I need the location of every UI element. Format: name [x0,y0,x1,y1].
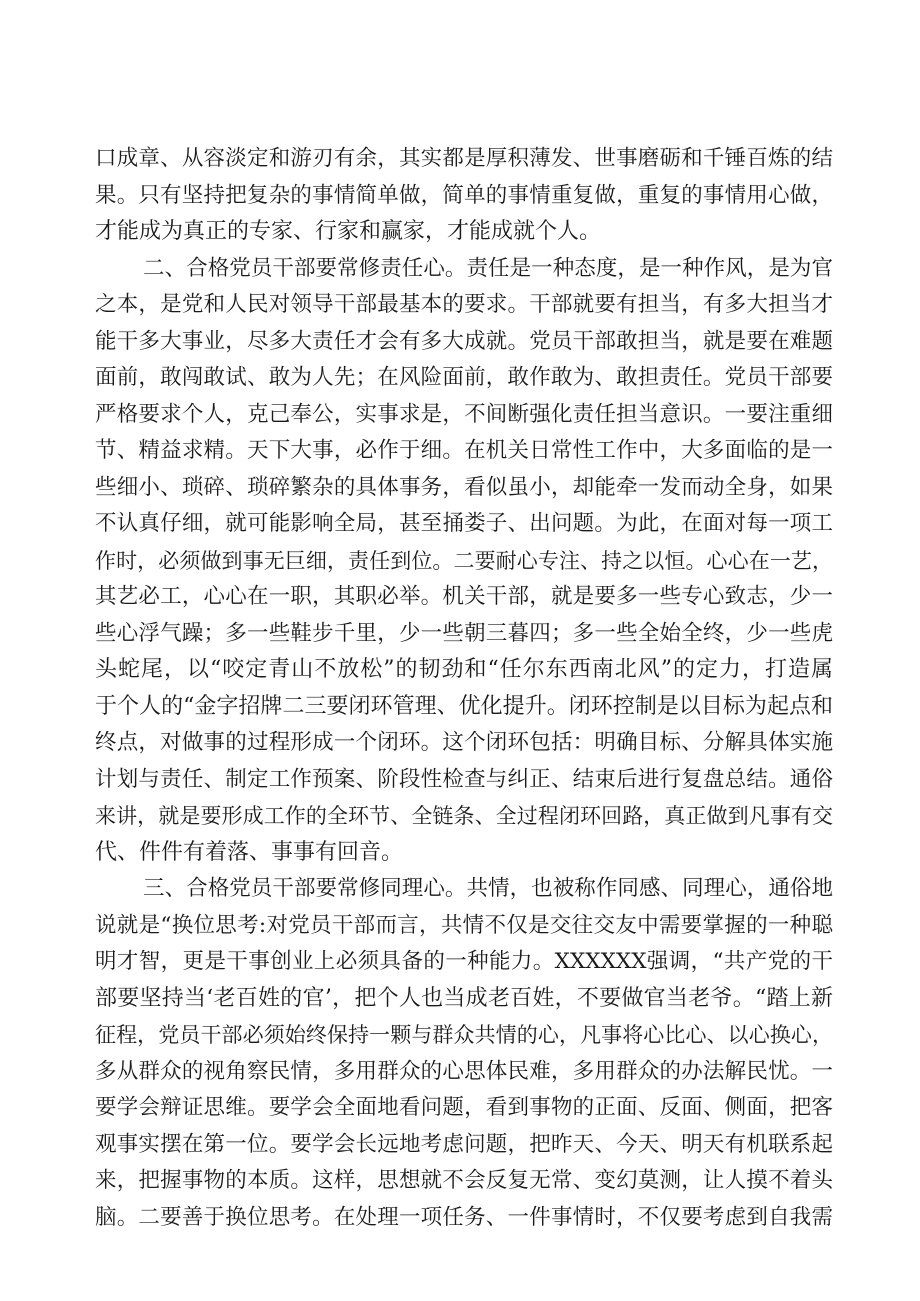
text-line: 才能成为真正的专家、行家和赢家，才能成就个人。 [95,219,602,244]
text-line: 节、精益求精。天下大事，必作于细。在机关日常性工作中，大多面临的是一 [95,438,833,463]
text-line: 能干多大事业，尽多大责任才会有多大成就。党员干部敢担当，就是要在难题 [95,328,833,354]
text-line: 之本，是党和人民对领导干部最基本的要求。干部就要有担当，有多大担当才 [95,292,833,317]
text-line: 要学会辩证思维。要学会全面地看问题，看到事物的正面、反面、侧面，把客 [95,1095,833,1120]
text-line: 说就是“换位思考:对党员干部而言，共情不仅是交往交友中需要掌握的一种聪 [95,912,833,938]
text-line: 多从群众的视角察民情，多用群众的心思体民难，多用群众的办法解民忧。一 [95,1058,833,1084]
paragraph-heading-line: 三、合格党员干部要常修同理心。共情，也被称作同感、同理心，通俗地 [143,876,833,901]
text-line: 作时，必须做到事无巨细，责任到位。二要耐心专注、持之以恒。心心在一艺， [95,548,833,573]
text-line: 些细小、琐碎、琐碎繁杂的具体事务，看似虽小，却能牵一发而动全身，如果 [95,474,833,500]
text-line: 严格要求个人，克己奉公，实事求是，不间断强化责任担当意识。一要注重细 [95,401,833,427]
text-line: 果。只有坚持把复杂的事情简单做，简单的事情重复做，重复的事情用心做， [95,182,833,208]
text-line: 观事实摆在第一位。要学会长远地考虑问题，把昨天、今天、明天有机联系起 [95,1131,833,1157]
paragraph-2-responsibility [95,251,833,872]
text-line: 代、件件有着落、事事有回音。 [95,839,404,865]
text-line: 部要坚持当‘老百姓的官’，把个人也当成老百姓，不要做官当老爷。“踏上新 [95,985,833,1011]
paragraph-3-empathy [95,871,833,1236]
text-line: 不认真仔细，就可能影响全局，甚至捅娄子、出问题。为此，在面对每一项工 [95,511,833,536]
text-line: 终点，对做事的过程形成一个闭环。这个闭环包括：明确目标、分解具体实施 [95,730,833,755]
text-line: 其艺必工，心心在一职，其职必举。机关干部，就是要多一些专心致志，少一 [95,584,833,609]
text-line: 来讲，就是要形成工作的全环节、全链条、全过程闭环回路，真正做到凡事有交 [95,804,833,828]
text-line: 明才智，更是干事创业上必须具备的一种能力。XXXXXX强调，“共产党的干 [95,949,833,974]
text-line: 征程，党员干部必须始终保持一颗与群众共情的心，凡事将心比心、以心换心， [95,1023,833,1047]
document-body [95,141,833,1236]
paragraph-heading-line: 二、合格党员干部要常修责任心。责任是一种态度，是一种作风，是为官 [143,255,833,281]
text-line: 来，把握事物的本质。这样，思想就不会反复无常、变幻莫测，让人摸不着头 [95,1168,833,1193]
text-line: 面前，敢闯敢试、敢为人先；在风险面前，敢作敢为、敢担责任。党员干部要 [95,365,833,390]
text-line: 头蛇尾，以“咬定青山不放松”的韧劲和“任尔东西南北风”的定力，打造属 [95,657,833,682]
text-line: 口成章、从容淡定和游刃有余，其实都是厚积薄发、世事磨砺和千锤百炼的结 [95,146,833,171]
text-line: 计划与责任、制定工作预案、阶段性检查与纠正、结束后进行复盘总结。通俗 [95,766,833,792]
paragraph-1 [95,141,833,251]
text-line: 脑。二要善于换位思考。在处理一项任务、一件事情时，不仅要考虑到自我需 [95,1204,833,1230]
text-line: 些心浮气躁；多一些鞋步千里，少一些朝三暮四；多一些全始全终，少一些虎 [95,620,833,646]
text-line: 于个人的“金字招牌二三要闭环管理、优化提升。闭环控制是以目标为起点和 [95,693,833,719]
